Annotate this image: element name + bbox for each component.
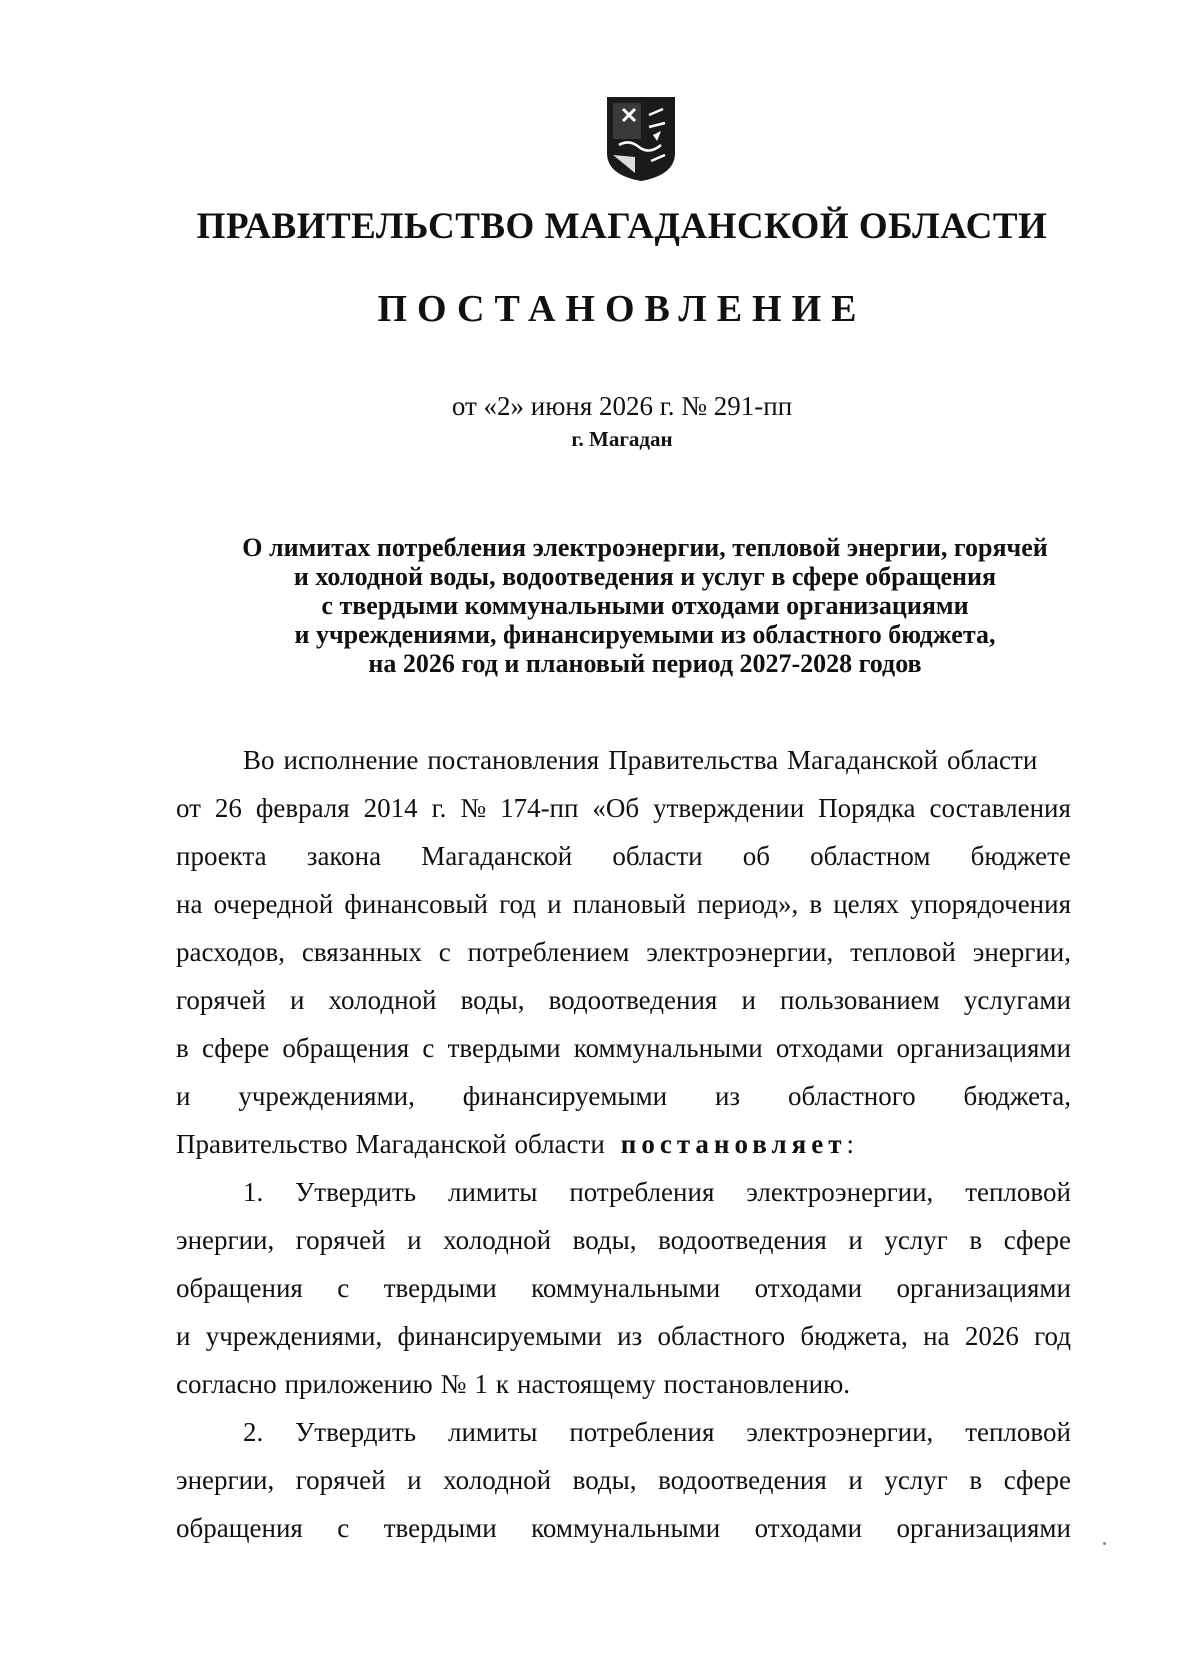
body-word: электроэнергии, [746, 1177, 934, 1207]
body-word: сфере [201, 1033, 270, 1063]
body-line [176, 976, 1071, 1024]
document-type-heading: ПОСТАНОВЛЕНИЕ [377, 288, 867, 330]
body-word: тепловой [850, 937, 956, 967]
body-word: с [337, 1513, 350, 1543]
body-line [176, 1504, 1071, 1552]
body-word: горячей [176, 985, 266, 1015]
body-word: областного [657, 1321, 786, 1351]
body-word: сфере [1003, 1225, 1071, 1255]
document-subject [150, 533, 1140, 678]
body-word: 2026 [964, 1321, 1019, 1351]
body-word: области [612, 841, 703, 871]
body-word: от [176, 793, 201, 823]
body-word: 2014 [363, 793, 418, 823]
body-word: твердыми [383, 1273, 497, 1303]
subject-line: и холодной воды, водоотведения и услуг в сфере обращения [293, 562, 997, 591]
body-word: «Об [592, 793, 640, 823]
resolves-colon: : [846, 1129, 855, 1159]
city-name: г. Магадан [571, 427, 673, 451]
body-word: расходов, [176, 937, 286, 967]
body-word: согласно [176, 1369, 277, 1399]
body-word: услугами [963, 985, 1071, 1015]
body-word: бюджета, [963, 1081, 1071, 1111]
body-word: 1 [474, 1369, 488, 1399]
body-word: об [742, 841, 770, 871]
body-word: целях [833, 889, 900, 919]
date-and-number: от «2» июня 2026 г. № 291-пп [451, 391, 793, 421]
body-word: февраля [255, 793, 350, 823]
body-word: и [289, 985, 305, 1015]
body-word: тепловой [965, 1177, 1071, 1207]
body-word: Во [243, 745, 275, 775]
body-line [176, 832, 1071, 880]
body-word: обращения [176, 1513, 303, 1543]
body-line [176, 1360, 1071, 1408]
coat-of-arms-emblem [605, 95, 677, 183]
body-word: утверждении [653, 793, 805, 823]
body-word: финансовый [344, 889, 489, 919]
body-line [176, 1072, 1071, 1120]
subject-line: с твердыми коммунальными отходами организациями [321, 591, 969, 620]
body-word: в [969, 1465, 983, 1495]
body-word: Магаданской [421, 841, 573, 871]
body-word: коммунальными [531, 1273, 721, 1303]
body-word: финансируемыми [397, 1321, 602, 1351]
body-word: составления [929, 793, 1071, 823]
body-line [176, 880, 1071, 928]
body-word: энергии, [176, 1465, 275, 1495]
body-word: плановый [572, 889, 686, 919]
subject-line: на 2026 год и плановый период 2027-2028 годов [368, 649, 922, 678]
body-word: № [460, 793, 487, 823]
body-word: Утвердить [295, 1417, 417, 1447]
body-word: водоотведения [658, 1465, 827, 1495]
body-word: из [714, 1081, 741, 1111]
body-word: и [407, 1225, 422, 1255]
body-word: к [495, 1369, 510, 1399]
body-word: холодной [328, 985, 437, 1015]
body-word: год [499, 889, 537, 919]
body-word: 2. [243, 1417, 264, 1447]
body-word: области [514, 1129, 605, 1159]
body-word: воды, [460, 985, 525, 1015]
body-word: сфере [1003, 1465, 1071, 1495]
body-line [176, 784, 1071, 832]
body-word: услуг [884, 1225, 948, 1255]
body-word: с [422, 1033, 435, 1063]
body-word: отходами [754, 1273, 863, 1303]
body-word: в [809, 889, 823, 919]
body-word: твердыми [383, 1513, 497, 1543]
body-word: организациями [896, 1273, 1071, 1303]
body-word: отходами [775, 1033, 884, 1063]
body-word: коммунальными [531, 1513, 721, 1543]
body-word: на [923, 1321, 950, 1351]
subject-line: О лимитах потребления электроэнергии, тепловой энергии, горячей [242, 533, 1048, 562]
body-word: финансируемыми [462, 1081, 668, 1111]
body-word: 26 [214, 793, 242, 823]
body-word: проекта [176, 841, 267, 871]
body-word: холодной [443, 1465, 552, 1495]
body-word: горячей [295, 1225, 386, 1255]
body-word: учреждениями, [238, 1081, 415, 1111]
body-word: обращения [176, 1273, 303, 1303]
body-word: отходами [754, 1513, 863, 1543]
body-word: организациями [896, 1033, 1071, 1063]
body-word: и [848, 1465, 863, 1495]
body-word: холодной [443, 1225, 552, 1255]
government-title: ПРАВИТЕЛЬСТВО МАГАДАНСКОЙ ОБЛАСТИ [196, 206, 1048, 247]
body-line [176, 1216, 1071, 1264]
body-word: год [1034, 1321, 1071, 1351]
body-word: обращения [282, 1033, 410, 1063]
document-body [176, 736, 1071, 1552]
body-word: период», [697, 889, 799, 919]
body-word: Утвердить [295, 1177, 417, 1207]
subject-line: и учреждениями, финансируемыми из областного бюджета, [294, 620, 996, 649]
body-word: в [969, 1225, 983, 1255]
body-word: энергии, [176, 1225, 275, 1255]
body-word: областном [810, 841, 931, 871]
body-word: и [176, 1321, 191, 1351]
body-line [176, 1168, 1071, 1216]
body-word: 174-пп [500, 793, 579, 823]
body-line [176, 1408, 1071, 1456]
scan-speck [1103, 1542, 1106, 1545]
body-line [176, 1024, 1071, 1072]
body-word: тепловой [965, 1417, 1071, 1447]
body-word: Порядка [818, 793, 916, 823]
body-word: очередной [213, 889, 334, 919]
body-word: и [547, 889, 562, 919]
body-word: с [337, 1273, 350, 1303]
body-word: услуг [884, 1465, 948, 1495]
body-line [176, 928, 1071, 976]
body-word: бюджета, [800, 1321, 908, 1351]
body-word: лимиты [448, 1177, 538, 1207]
body-word: и [848, 1225, 863, 1255]
body-line [176, 1264, 1071, 1312]
body-word: закона [306, 841, 382, 871]
body-word: Магаданской [787, 745, 939, 775]
body-word: области [947, 745, 1038, 775]
body-line [176, 1120, 1071, 1168]
body-word: водоотведения [548, 985, 718, 1015]
body-word: № [440, 1369, 467, 1399]
body-word: исполнение [283, 745, 419, 775]
body-word: связанных [301, 937, 422, 967]
body-line [176, 1456, 1071, 1504]
body-line [176, 736, 1071, 784]
body-word: воды, [572, 1225, 637, 1255]
body-word: потребления [569, 1177, 715, 1207]
body-word: с [438, 937, 451, 967]
body-word: электроэнергии, [646, 937, 834, 967]
body-line [176, 1312, 1071, 1360]
body-word: из [617, 1321, 643, 1351]
body-word: бюджете [970, 841, 1071, 871]
resolves-word: постановляет [620, 1129, 847, 1159]
body-word: на [176, 889, 203, 919]
body-word: энергии, [972, 937, 1071, 967]
body-word: Магаданской [355, 1129, 507, 1159]
body-word: лимиты [448, 1417, 538, 1447]
body-word: электроэнергии, [746, 1417, 934, 1447]
body-word: коммунальными [573, 1033, 763, 1063]
body-word: в [176, 1033, 189, 1063]
body-word: потребления [569, 1417, 715, 1447]
body-word: приложению [284, 1369, 433, 1399]
body-word: водоотведения [658, 1225, 827, 1255]
body-word: и [741, 985, 756, 1015]
body-word: и [407, 1465, 422, 1495]
body-word: учреждениями, [205, 1321, 383, 1351]
body-word: Правительства [608, 745, 779, 775]
body-word: г. [431, 793, 447, 823]
body-word: горячей [295, 1465, 386, 1495]
body-word: постановления [427, 745, 600, 775]
body-word: 1. [243, 1177, 264, 1207]
body-word: упорядочения [910, 889, 1071, 919]
body-word: твердыми [447, 1033, 561, 1063]
body-word: организациями [896, 1513, 1071, 1543]
body-word: настоящему [517, 1369, 656, 1399]
body-word: воды, [572, 1465, 637, 1495]
body-word: потреблением [467, 937, 630, 967]
body-word: и [176, 1081, 191, 1111]
body-word: постановлению. [663, 1369, 851, 1399]
body-word: пользованием [780, 985, 940, 1015]
body-word: Правительство [176, 1129, 348, 1159]
body-word: областного [787, 1081, 916, 1111]
